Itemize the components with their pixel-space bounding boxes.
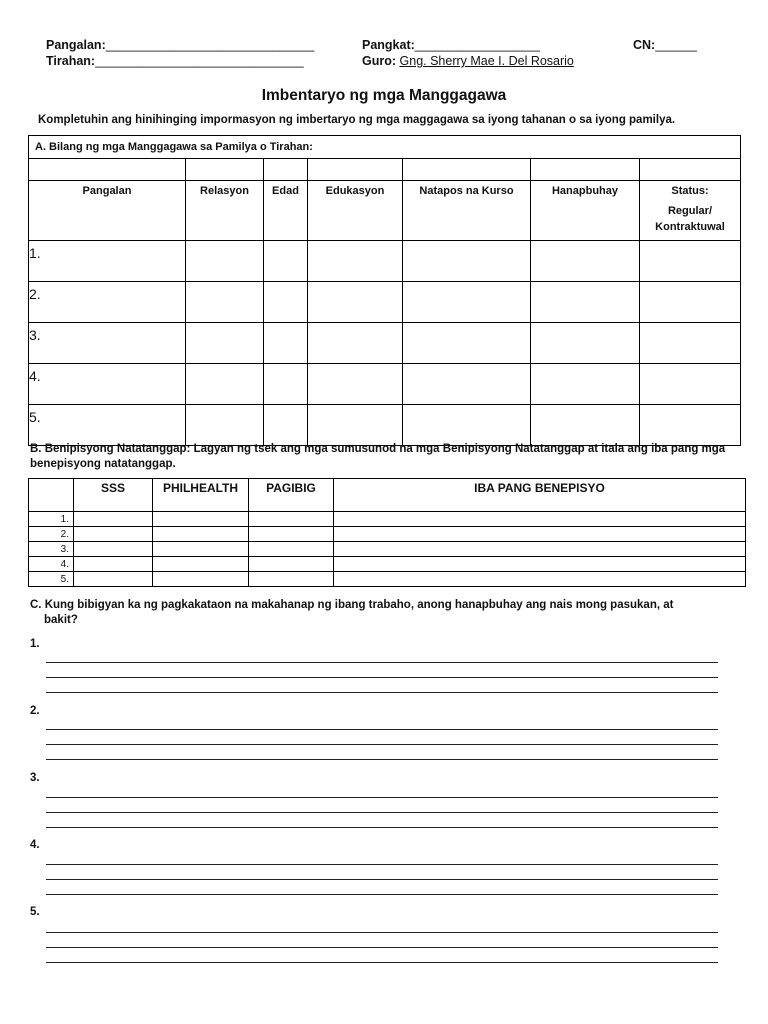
cn-field[interactable] (633, 38, 697, 52)
row-number: 2. (29, 527, 74, 542)
row-number[interactable]: 3. (29, 323, 186, 364)
table-header-row (29, 181, 741, 241)
cn-label: CN: (633, 38, 656, 52)
pagibig-checkbox[interactable] (249, 527, 334, 542)
table-cell[interactable] (264, 159, 308, 181)
table-cell[interactable] (531, 241, 640, 282)
table-cell[interactable] (308, 282, 403, 323)
pangkat-label: Pangkat: (362, 38, 415, 52)
table-cell[interactable] (640, 282, 741, 323)
table-cell[interactable] (308, 241, 403, 282)
other-benefits-cell[interactable] (334, 557, 746, 572)
table-row (29, 282, 741, 323)
answer-line[interactable] (46, 677, 718, 678)
instruction-text: Kompletuhin ang hinihinging impormasyon ng imbertaryo ng mga maggagawa sa iyong tahanan o sa iyong pamilya. (38, 114, 676, 126)
row-number: 1. (29, 512, 74, 527)
answer-item-number: 1. (30, 638, 40, 650)
table-cell[interactable] (531, 364, 640, 405)
table-cell[interactable] (186, 405, 264, 446)
philhealth-checkbox[interactable] (153, 542, 249, 557)
answer-item-number: 4. (30, 839, 40, 851)
row-number: 5. (29, 572, 74, 587)
tirahan-label: Tirahan: (46, 54, 96, 68)
pangalan-field[interactable] (46, 38, 314, 52)
answer-line[interactable] (46, 729, 718, 730)
section-c-title-line2: bakit? (44, 614, 78, 626)
table-cell[interactable] (403, 364, 531, 405)
table-row (29, 527, 746, 542)
table-row (29, 241, 741, 282)
pagibig-checkbox[interactable] (249, 557, 334, 572)
table-cell[interactable] (264, 241, 308, 282)
col-philhealth: PHILHEALTH (153, 479, 249, 512)
table-cell[interactable] (186, 282, 264, 323)
row-number[interactable]: 2. (29, 282, 186, 323)
col-relasyon: Relasyon (186, 181, 264, 241)
table-row (29, 512, 746, 527)
other-benefits-cell[interactable] (334, 527, 746, 542)
answer-line[interactable] (46, 932, 718, 933)
philhealth-checkbox[interactable] (153, 512, 249, 527)
workers-table (28, 135, 741, 446)
table-cell[interactable] (640, 159, 741, 181)
table-row (29, 364, 741, 405)
section-b-title: B. Benipisyong Natatanggap: Lagyan ng tsek ang mga sumusunod na mga Benipisyong Natatanggap at itala ang iba pang mga benepisyong natatanggap. (30, 443, 726, 470)
answer-item-number: 2. (30, 705, 40, 717)
answer-item-number: 5. (30, 906, 40, 918)
table-cell[interactable] (186, 241, 264, 282)
answer-line[interactable] (46, 692, 718, 693)
col-sss: SSS (74, 479, 153, 512)
answer-line[interactable] (46, 759, 718, 760)
table-cell[interactable] (29, 159, 186, 181)
guro-field (362, 54, 574, 68)
answer-line[interactable] (46, 879, 718, 880)
table-cell[interactable] (308, 323, 403, 364)
table-cell[interactable] (264, 364, 308, 405)
table-cell[interactable] (186, 364, 264, 405)
col-hanapbuhay: Hanapbuhay (531, 181, 640, 241)
answer-line[interactable] (46, 947, 718, 948)
col-natapos-na-kurso: Natapos na Kurso (403, 181, 531, 241)
row-number[interactable]: 5. (29, 405, 186, 446)
table-cell[interactable] (531, 323, 640, 364)
answer-line[interactable] (46, 662, 718, 663)
page-title: Imbentaryo ng mga Manggagawa (261, 87, 507, 104)
table-cell[interactable] (640, 241, 741, 282)
table-cell[interactable] (403, 282, 531, 323)
table-header-row (29, 479, 746, 512)
answer-line[interactable] (46, 962, 718, 963)
cn-line[interactable]: ______ (655, 38, 697, 52)
sss-checkbox[interactable] (74, 542, 153, 557)
table-row (29, 405, 741, 446)
other-benefits-cell[interactable] (334, 542, 746, 557)
philhealth-checkbox[interactable] (153, 557, 249, 572)
table-row (29, 159, 741, 181)
table-cell[interactable] (403, 241, 531, 282)
status-sub-label: Regular/ Kontraktuwal (655, 205, 725, 233)
table-cell[interactable] (640, 405, 741, 446)
pangkat-field[interactable] (362, 38, 540, 52)
table-row (29, 542, 746, 557)
benefits-table (28, 478, 746, 587)
table-cell[interactable] (308, 159, 403, 181)
table-cell[interactable] (531, 282, 640, 323)
table-cell[interactable] (403, 159, 531, 181)
table-cell[interactable] (308, 364, 403, 405)
sss-checkbox[interactable] (74, 572, 153, 587)
guro-value: Gng. Sherry Mae I. Del Rosario (399, 54, 574, 68)
status-label: Status: (671, 185, 709, 197)
table-cell[interactable] (186, 159, 264, 181)
row-number: 3. (29, 542, 74, 557)
table-cell[interactable] (308, 405, 403, 446)
pangkat-line[interactable]: __________________ (414, 38, 540, 52)
other-benefits-cell[interactable] (334, 512, 746, 527)
table-row (29, 323, 741, 364)
table-row (29, 572, 746, 587)
sss-checkbox[interactable] (74, 512, 153, 527)
answer-line[interactable] (46, 812, 718, 813)
row-number: 4. (29, 557, 74, 572)
sss-checkbox[interactable] (74, 527, 153, 542)
table-cell[interactable] (264, 405, 308, 446)
tirahan-field[interactable] (46, 54, 304, 68)
row-number[interactable]: 4. (29, 364, 186, 405)
pangalan-line[interactable]: ______________________________ (105, 38, 315, 52)
table-row (29, 557, 746, 572)
answer-line[interactable] (46, 864, 718, 865)
table-cell[interactable] (531, 405, 640, 446)
table-cell (29, 479, 74, 512)
col-edad: Edad (264, 181, 308, 241)
answer-line[interactable] (46, 797, 718, 798)
table-cell[interactable] (403, 405, 531, 446)
philhealth-checkbox[interactable] (153, 527, 249, 542)
pagibig-checkbox[interactable] (249, 542, 334, 557)
tirahan-line[interactable]: ______________________________ (95, 54, 304, 68)
col-edukasyon: Edukasyon (308, 181, 403, 241)
philhealth-checkbox[interactable] (153, 572, 249, 587)
table-cell[interactable] (403, 323, 531, 364)
pagibig-checkbox[interactable] (249, 512, 334, 527)
table-cell[interactable] (640, 323, 741, 364)
pagibig-checkbox[interactable] (249, 572, 334, 587)
col-iba-pang-benepisyo: IBA PANG BENEPISYO (334, 479, 746, 512)
section-c-title-line1: C. Kung bibigyan ka ng pagkakataon na makahanap ng ibang trabaho, anong hanapbuhay ang nais mong pasukan, at (30, 599, 674, 611)
col-pangalan: Pangalan (29, 181, 186, 241)
section-a-title: A. Bilang ng mga Manggagawa sa Pamilya o Tirahan: (29, 136, 741, 159)
answer-line[interactable] (46, 744, 718, 745)
table-cell[interactable] (264, 282, 308, 323)
answer-line[interactable] (46, 894, 718, 895)
sss-checkbox[interactable] (74, 557, 153, 572)
answer-item-number: 3. (30, 772, 40, 784)
table-cell[interactable] (186, 323, 264, 364)
col-status (640, 181, 741, 241)
table-cell[interactable] (264, 323, 308, 364)
other-benefits-cell[interactable] (334, 572, 746, 587)
table-cell[interactable] (640, 364, 741, 405)
table-cell[interactable] (531, 159, 640, 181)
col-pagibig: PAGIBIG (249, 479, 334, 512)
section-c-title (30, 598, 730, 628)
row-number[interactable]: 1. (29, 241, 186, 282)
pangalan-label: Pangalan: (46, 38, 106, 52)
guro-label: Guro: (362, 54, 397, 68)
answer-line[interactable] (46, 827, 718, 828)
